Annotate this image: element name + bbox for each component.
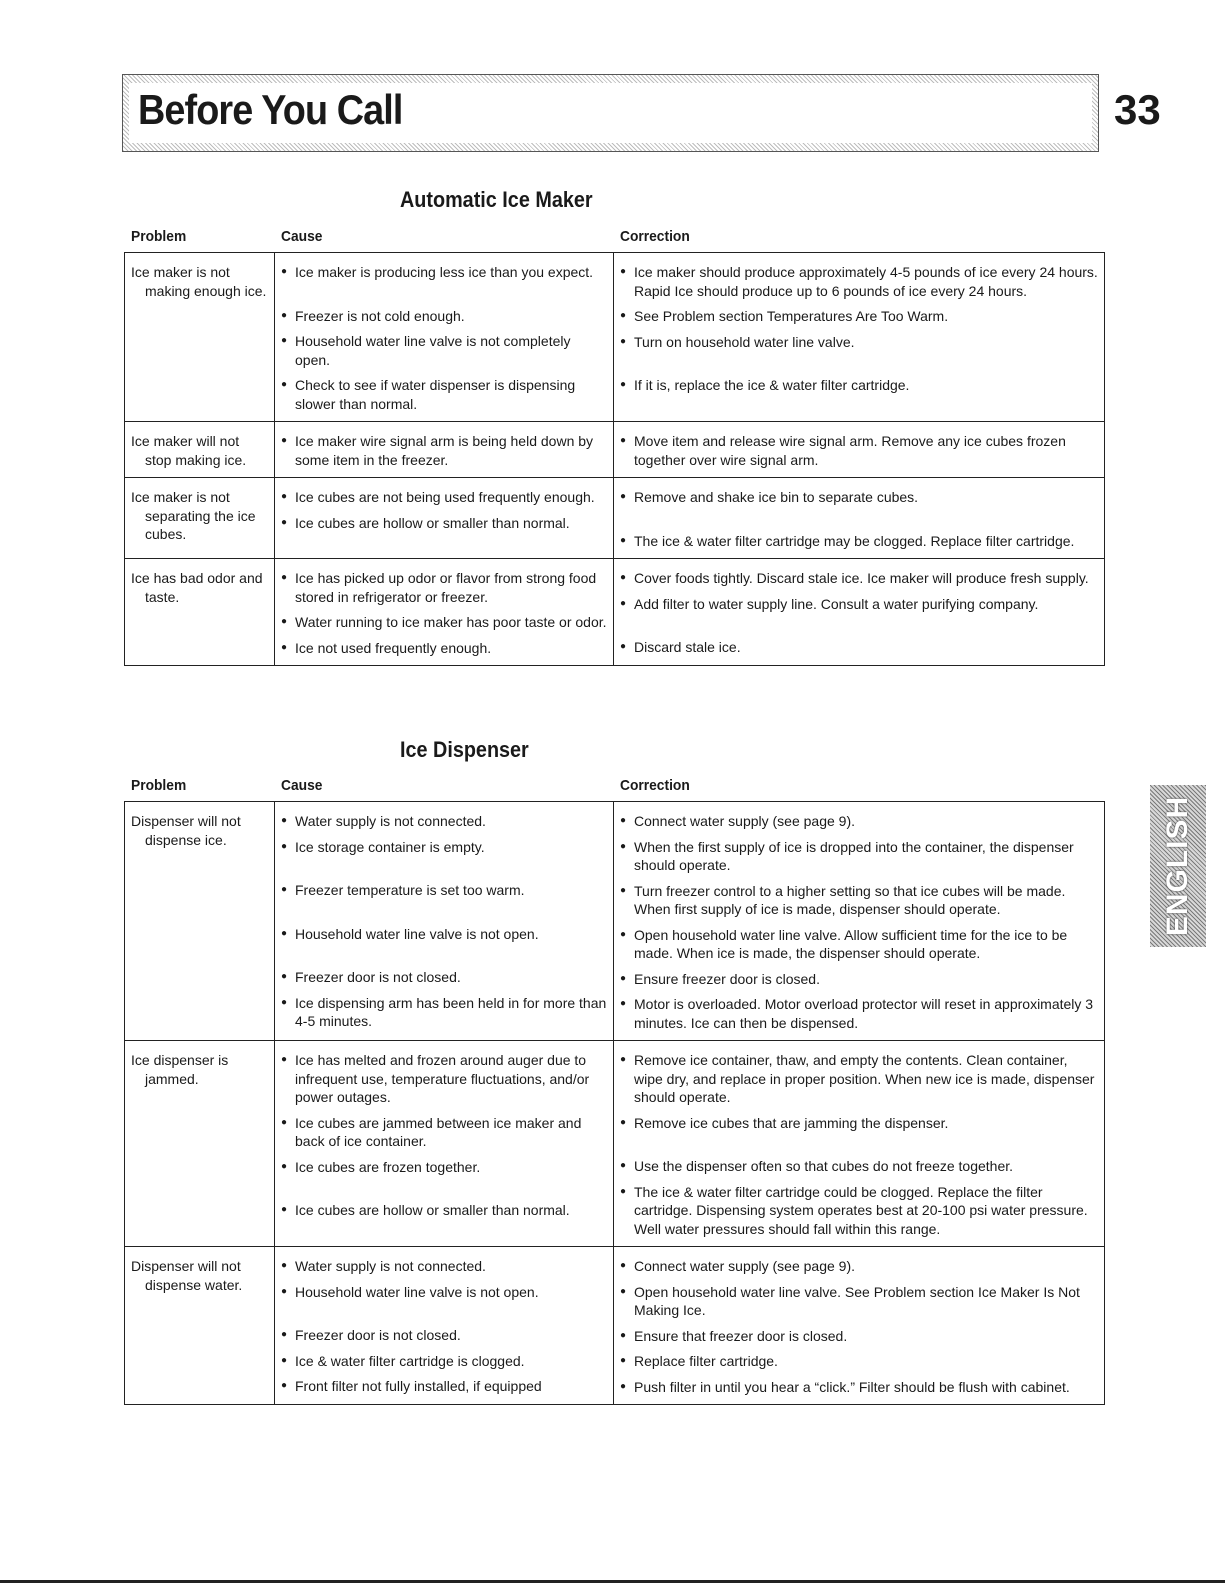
list-item — [281, 332, 607, 369]
list-item — [281, 376, 607, 413]
bullet-icon: ● — [620, 998, 627, 1009]
column-header-cause: Cause — [281, 777, 323, 794]
column-header-correction: Correction — [620, 228, 690, 245]
list-item — [281, 1158, 607, 1177]
cause-text: Ice cubes are hollow or smaller than normal. — [295, 1202, 570, 1218]
bullet-icon: ● — [620, 1380, 627, 1392]
correction-cell — [614, 559, 1105, 666]
cause-cell — [275, 253, 614, 422]
list-item — [281, 1114, 607, 1151]
correction-text: Connect water supply (see page 9). — [634, 813, 856, 829]
list-item — [281, 307, 607, 326]
bullet-icon: ● — [281, 815, 288, 826]
correction-cell — [614, 802, 1105, 1041]
cause-text: Ice cubes are jammed between ice maker and back of ice container. — [295, 1114, 582, 1149]
list-item — [620, 432, 1098, 469]
cause-text: Household water line valve is not open. — [295, 1283, 539, 1300]
column-header-problem: Problem — [131, 228, 187, 245]
list-item — [281, 569, 607, 606]
bullet-icon: ● — [281, 572, 288, 583]
list-item — [281, 514, 607, 533]
list-item — [281, 1051, 607, 1107]
bullet-icon: ● — [281, 379, 288, 390]
table-row — [125, 253, 1105, 422]
bullet-icon: ● — [620, 266, 627, 277]
list-item — [281, 1257, 607, 1276]
list-item — [620, 569, 1098, 588]
list-item — [620, 838, 1098, 875]
list-item — [281, 1326, 607, 1345]
bottom-rule — [0, 1580, 1225, 1583]
list-item — [281, 1201, 607, 1220]
correction-text: When the first supply of ice is dropped into the container, the dispenser should operate. — [634, 838, 1074, 873]
bullet-icon: ● — [281, 996, 288, 1008]
list-item — [620, 488, 1098, 507]
bullet-icon: ● — [620, 572, 627, 583]
correction-text: Ensure that freezer door is closed. — [634, 1327, 848, 1344]
list-item — [620, 307, 1098, 326]
list-item — [620, 532, 1098, 551]
cause-cell — [275, 802, 614, 1041]
problem-cell — [125, 253, 275, 422]
cause-cell — [275, 478, 614, 559]
list-item — [620, 1378, 1098, 1397]
bullet-icon: ● — [620, 1185, 627, 1197]
ice-dispenser-troubleshooting-table — [124, 801, 1105, 1405]
problem-cell — [125, 1247, 275, 1405]
cause-text: Ice cubes are not being used frequently enough. — [295, 489, 595, 505]
list-item — [620, 995, 1098, 1032]
table-row — [125, 422, 1105, 478]
cause-text: Water supply is not connected. — [295, 1258, 486, 1274]
table-row — [125, 1247, 1105, 1405]
bullet-icon: ● — [620, 928, 627, 940]
bullet-icon: ● — [620, 534, 627, 546]
list-item — [281, 488, 607, 507]
list-item — [620, 882, 1098, 919]
problem-text: Ice dispenser is jammed. — [131, 1052, 229, 1087]
list-item — [281, 639, 607, 658]
correction-text: Open household water line valve. See Problem section Ice Maker Is Not Making Ice. — [634, 1283, 1080, 1318]
problem-cell — [125, 802, 275, 1041]
bullet-icon: ● — [281, 435, 288, 446]
bullet-icon: ● — [620, 1054, 627, 1065]
list-item — [281, 968, 607, 987]
bullet-icon: ● — [620, 1160, 627, 1171]
cause-text: Freezer door is not closed. — [295, 1327, 461, 1343]
cause-text: Ice dispensing arm has been held in for more than 4-5 minutes. — [295, 994, 607, 1029]
bullet-icon: ● — [281, 266, 288, 277]
section-title-ice-maker: Automatic Ice Maker — [400, 187, 593, 212]
cause-text: Ice cubes are hollow or smaller than normal. — [295, 514, 570, 531]
cause-text: Ice maker wire signal arm is being held down by some item in the freezer. — [295, 433, 594, 468]
problem-cell — [125, 1041, 275, 1247]
bullet-icon: ● — [620, 815, 627, 826]
bullet-icon: ● — [620, 491, 627, 502]
correction-text: Turn freezer control to a higher setting so that ice cubes will be made. When first supply of ice is made, dispenser should operate. — [634, 882, 1066, 917]
list-item — [281, 994, 607, 1031]
bullet-icon: ● — [281, 641, 288, 653]
bullet-icon: ● — [620, 435, 627, 446]
correction-text: Open household water line valve. Allow sufficient time for the ice to be made. When ice is made, the dispenser should operate. — [634, 926, 1068, 961]
list-item — [620, 1157, 1098, 1176]
correction-text: Motor is overloaded. Motor overload protector will reset in approximately 3 minutes. Ice can then be dispensed. — [634, 996, 1094, 1031]
correction-text: Ice maker should produce approximately 4-5 pounds of ice every 24 hours. Rapid Ice should produce up to 6 pounds of ice every 24 hours. — [634, 264, 1098, 299]
bullet-icon: ● — [620, 840, 627, 852]
cause-text: Ice storage container is empty. — [295, 838, 485, 855]
list-item — [620, 1352, 1098, 1371]
correction-text: Remove ice container, thaw, and empty the contents. Clean container, wipe dry, and replace in proper position. When new ice is made, dispenser should operate. — [634, 1052, 1095, 1105]
column-header-problem: Problem — [131, 777, 187, 794]
list-item — [620, 333, 1098, 352]
language-tab-label: ENGLISH — [1161, 795, 1194, 937]
bullet-icon: ● — [620, 597, 627, 609]
list-item — [620, 376, 1098, 395]
correction-text: The ice & water filter cartridge could be clogged. Replace the filter cartridge. Dispensing system operates best at 20-100 psi water pressure. Well water pressures should fall within this range. — [634, 1183, 1088, 1237]
list-item — [281, 812, 607, 831]
correction-text: Move item and release wire signal arm. Remove any ice cubes frozen together over wire signal arm. — [634, 433, 1066, 468]
cause-text: Water running to ice maker has poor taste or odor. — [295, 614, 607, 630]
bullet-icon: ● — [281, 1380, 288, 1391]
bullet-icon: ● — [281, 491, 288, 502]
correction-text: The ice & water filter cartridge may be clogged. Replace filter cartridge. — [634, 532, 1075, 549]
bullet-icon: ● — [281, 335, 288, 346]
list-item — [620, 970, 1098, 989]
section-title-ice-dispenser: Ice Dispenser — [400, 737, 529, 762]
table-row — [125, 802, 1105, 1041]
bullet-icon: ● — [620, 641, 627, 652]
list-item — [281, 1377, 607, 1396]
list-item — [620, 812, 1098, 831]
cause-text: Freezer door is not closed. — [295, 969, 461, 985]
correction-text: Ensure freezer door is closed. — [634, 970, 820, 987]
bullet-icon: ● — [620, 1285, 627, 1297]
cause-text: Ice has picked up odor or flavor from strong food stored in refrigerator or freezer. — [295, 570, 597, 605]
problem-text: Ice maker is not making enough ice. — [131, 264, 267, 299]
cause-text: Ice cubes are frozen together. — [295, 1158, 481, 1175]
problem-text: Ice maker is not separating the ice cubes. — [131, 489, 256, 542]
correction-cell — [614, 422, 1105, 478]
correction-text: Discard stale ice. — [634, 639, 741, 655]
cause-text: Ice not used frequently enough. — [295, 639, 492, 656]
bullet-icon: ● — [281, 616, 288, 627]
cause-cell — [275, 1247, 614, 1405]
cause-cell — [275, 559, 614, 666]
bullet-icon: ● — [281, 1329, 288, 1340]
list-item — [620, 1051, 1098, 1107]
ice-maker-troubleshooting-table — [124, 252, 1105, 666]
correction-text: See Problem section Temperatures Are Too Warm. — [634, 308, 949, 324]
correction-text: Cover foods tightly. Discard stale ice. Ice maker will produce fresh supply. — [634, 570, 1089, 586]
cause-cell — [275, 422, 614, 478]
list-item — [620, 1257, 1098, 1276]
cause-text: Ice & water filter cartridge is clogged. — [295, 1352, 525, 1369]
language-tab — [1150, 785, 1206, 947]
list-item — [281, 1352, 607, 1371]
cause-text: Household water line valve is not completely open. — [295, 333, 571, 368]
correction-text: If it is, replace the ice & water filter cartridge. — [634, 377, 910, 393]
correction-text: Connect water supply (see page 9). — [634, 1258, 856, 1274]
cause-text: Front filter not fully installed, if equipped — [295, 1378, 542, 1394]
bullet-icon: ● — [281, 1204, 288, 1215]
bullet-icon: ● — [281, 1260, 288, 1271]
bullet-icon: ● — [281, 1160, 288, 1172]
cause-text: Freezer temperature is set too warm. — [295, 882, 525, 898]
bullet-icon: ● — [281, 1285, 288, 1297]
page-number: 33 — [1114, 86, 1161, 133]
list-item — [620, 638, 1098, 657]
correction-cell — [614, 478, 1105, 559]
correction-text: Remove and shake ice bin to separate cubes. — [634, 489, 919, 505]
bullet-icon: ● — [281, 1054, 288, 1065]
list-item — [620, 263, 1098, 300]
correction-text: Push filter in until you hear a “click.” Filter should be flush with cabinet. — [634, 1378, 1070, 1395]
problem-cell — [125, 422, 275, 478]
list-item — [620, 926, 1098, 963]
bullet-icon: ● — [620, 884, 627, 896]
list-item — [281, 1283, 607, 1302]
bullet-icon: ● — [620, 335, 627, 347]
bullet-icon: ● — [620, 1260, 627, 1271]
bullet-icon: ● — [620, 1355, 627, 1366]
problem-cell — [125, 478, 275, 559]
list-item — [620, 1327, 1098, 1346]
list-item — [281, 613, 607, 632]
list-item — [620, 1183, 1098, 1239]
bullet-icon: ● — [620, 1116, 627, 1128]
column-header-cause: Cause — [281, 228, 323, 245]
list-item — [620, 1114, 1098, 1133]
bullet-icon: ● — [281, 971, 288, 982]
bullet-icon: ● — [620, 310, 627, 321]
cause-text: Check to see if water dispenser is dispensing slower than normal. — [295, 377, 576, 412]
bullet-icon: ● — [281, 927, 288, 939]
table-row — [125, 478, 1105, 559]
correction-cell — [614, 1041, 1105, 1247]
bullet-icon: ● — [620, 379, 627, 390]
page-title: Before You Call — [138, 86, 403, 133]
list-item — [281, 432, 607, 469]
list-item — [620, 595, 1098, 614]
table-row — [125, 1041, 1105, 1247]
cause-text: Ice has melted and frozen around auger due to infrequent use, temperature fluctuations, and/or power outages. — [295, 1052, 590, 1105]
bullet-icon: ● — [281, 309, 288, 321]
bullet-icon: ● — [620, 972, 627, 984]
bullet-icon: ● — [281, 884, 288, 895]
bullet-icon: ● — [281, 1354, 288, 1366]
cause-text: Freezer is not cold enough. — [295, 307, 465, 324]
correction-text: Add filter to water supply line. Consult a water purifying company. — [634, 595, 1039, 612]
cause-text: Household water line valve is not open. — [295, 925, 539, 942]
bullet-icon: ● — [620, 1329, 627, 1341]
cause-cell — [275, 1041, 614, 1247]
bullet-icon: ● — [281, 516, 288, 528]
list-item — [281, 881, 607, 900]
problem-text: Dispenser will not dispense ice. — [131, 813, 241, 848]
problem-text: Ice maker will not stop making ice. — [131, 433, 247, 468]
bullet-icon: ● — [281, 1116, 288, 1128]
correction-text: Replace filter cartridge. — [634, 1353, 778, 1369]
correction-cell — [614, 253, 1105, 422]
correction-cell — [614, 1247, 1105, 1405]
list-item — [281, 838, 607, 857]
table-row — [125, 559, 1105, 666]
correction-text: Use the dispenser often so that cubes do not freeze together. — [634, 1158, 1014, 1174]
problem-text: Ice has bad odor and taste. — [131, 570, 263, 605]
list-item — [281, 925, 607, 944]
problem-text: Dispenser will not dispense water. — [131, 1258, 243, 1293]
list-item — [620, 1283, 1098, 1320]
column-header-correction: Correction — [620, 777, 690, 794]
correction-text: Remove ice cubes that are jamming the dispenser. — [634, 1114, 949, 1131]
cause-text: Ice maker is producing less ice than you expect. — [295, 264, 594, 280]
cause-text: Water supply is not connected. — [295, 813, 486, 829]
correction-text: Turn on household water line valve. — [634, 333, 855, 350]
bullet-icon: ● — [281, 840, 288, 852]
problem-cell — [125, 559, 275, 666]
list-item — [281, 263, 607, 282]
